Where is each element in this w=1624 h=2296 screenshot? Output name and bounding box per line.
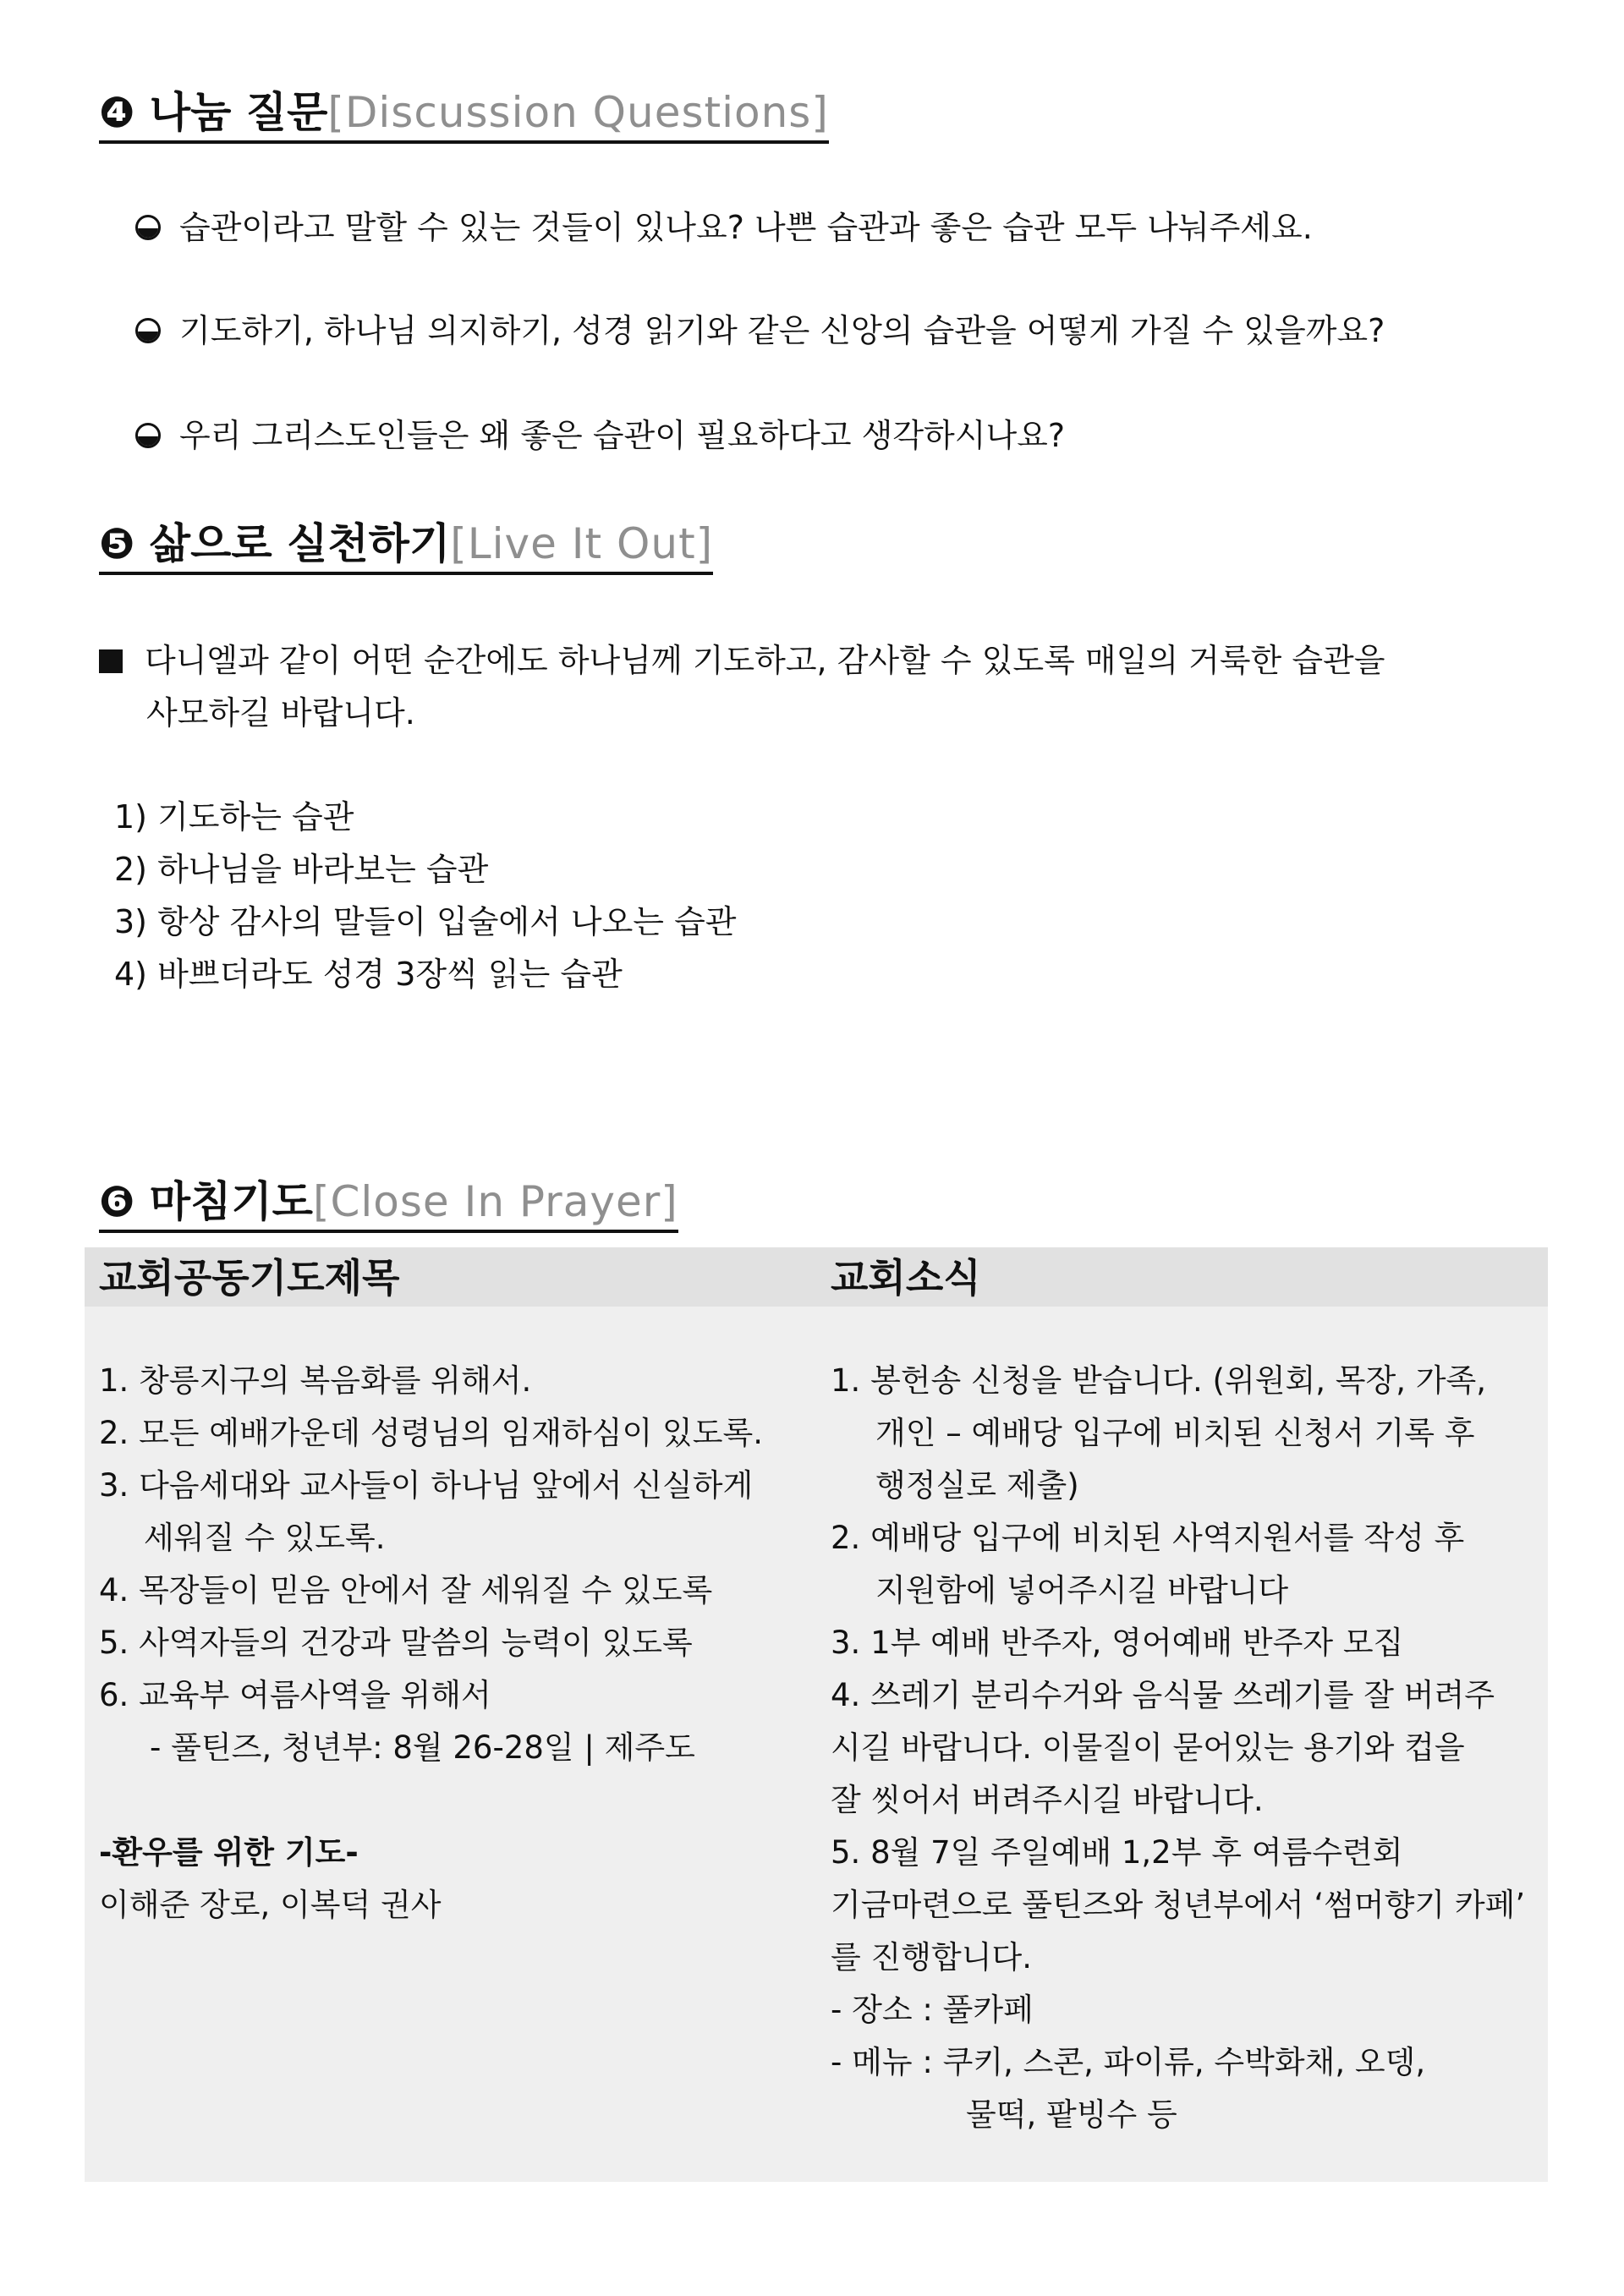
habit-list: [114, 791, 737, 1000]
discussion-title-ko: ❹ 나눔 질문: [99, 88, 327, 144]
live-title-en: [Live It Out]: [450, 519, 713, 575]
list-item: 잘 씻어서 버려주시길 바랍니다.: [831, 1782, 1264, 1818]
list-item: 2) 하나님을 바라보는 습관: [114, 851, 489, 888]
list-item: 5. 사역자들의 건강과 말씀의 능력이 있도록: [99, 1625, 693, 1661]
half-circle-bullet-icon: [135, 423, 161, 448]
list-item: 4. 목장들이 믿음 안에서 잘 세워질 수 있도록: [99, 1572, 713, 1608]
list-item: 2. 모든 예배가운데 성령님의 임재하심이 있도록.: [99, 1415, 763, 1451]
list-item: 시길 바랍니다. 이물질이 묻어있는 용기와 컵을: [831, 1729, 1465, 1766]
list-item: 1. 봉헌송 신청을 받습니다. (위원회, 목장, 가족,: [831, 1362, 1486, 1399]
news-column-title: 교회소식: [831, 1255, 981, 1301]
section-close-heading: [99, 1177, 678, 1226]
discussion-question: 기도하기, 하나님 의지하기, 성경 읽기와 같은 신앙의 습관을 어떻게 가질 수 있을까요?: [135, 312, 1385, 351]
list-item: 5. 8월 7일 주일예배 1,2부 후 여름수련회: [831, 1834, 1403, 1871]
prayer-list: [99, 1355, 818, 1932]
discussion-question: 습관이라고 말할 수 있는 것들이 있나요? 나쁜 습관과 좋은 습관 모두 나눠주세요.: [135, 209, 1313, 248]
list-item: - 장소 : 풀카페: [831, 1992, 1034, 2028]
list-item: 개인 – 예배당 입구에 비치된 신청서 기록 후: [875, 1415, 1475, 1451]
list-item: - 메뉴 : 쿠키, 스콘, 파이류, 수박화채, 오뎅,: [831, 2044, 1426, 2080]
list-item: 세워질 수 있도록.: [144, 1520, 386, 1556]
list-item: 지원함에 넣어주시길 바랍니다: [875, 1572, 1289, 1608]
sick-prayer-names: 이해준 장로, 이복덕 권사: [99, 1887, 442, 1923]
section-live-heading: [99, 519, 714, 568]
list-item: 3. 1부 예배 반주자, 영어예배 반주자 모집: [831, 1625, 1404, 1661]
list-item: 1. 창릉지구의 복음화를 위해서.: [99, 1362, 532, 1399]
list-item: 물떡, 팥빙수 등: [966, 2096, 1177, 2133]
prayer-column-title: 교회공동기도제목: [99, 1255, 400, 1301]
half-circle-bullet-icon: [135, 318, 161, 343]
discussion-title-en: [Discussion Questions]: [327, 88, 828, 144]
list-item: 3. 다음세대와 교사들이 하나님 앞에서 신실하게: [99, 1467, 754, 1504]
close-title-ko: ❻ 마침기도: [99, 1177, 313, 1233]
section-discussion-heading: [99, 88, 829, 137]
list-item: 기금마련으로 풀틴즈와 청년부에서 ‘썸머향기 카페’: [831, 1887, 1526, 1923]
half-circle-bullet-icon: [135, 215, 161, 240]
list-item: 를 진행합니다.: [831, 1939, 1032, 1975]
news-list: [831, 1355, 1541, 2141]
list-item: - 풀틴즈, 청년부: 8월 26-28일 | 제주도: [150, 1729, 695, 1766]
discussion-question: 우리 그리스도인들은 왜 좋은 습관이 필요하다고 생각하시나요?: [135, 417, 1065, 456]
list-item: 3) 항상 감사의 말들이 입술에서 나오는 습관: [114, 903, 737, 940]
live-it-out-text: 다니엘과 같이 어떤 순간에도 하나님께 기도하고, 감사할 수 있도록 매일의 거룩한 습관을 사모하길 바랍니다.: [99, 634, 1385, 739]
list-item: 행정실로 제출): [875, 1467, 1079, 1504]
list-item: 1) 기도하는 습관: [114, 798, 354, 836]
list-item: 6. 교육부 여름사역을 위해서: [99, 1677, 491, 1713]
list-item: 4. 쓰레기 분리수거와 음식물 쓰레기를 잘 버려주: [831, 1677, 1495, 1713]
info-box: [85, 1247, 1548, 2182]
square-bullet-icon: [99, 649, 123, 673]
live-title-ko: ❺ 삶으로 실천하기: [99, 519, 450, 575]
sick-prayer-title: -환우를 위한 기도-: [99, 1834, 359, 1871]
list-item: 2. 예배당 입구에 비치된 사역지원서를 작성 후: [831, 1520, 1465, 1556]
close-title-en: [Close In Prayer]: [313, 1177, 678, 1233]
list-item: 4) 바쁘더라도 성경 3장씩 읽는 습관: [114, 956, 623, 993]
